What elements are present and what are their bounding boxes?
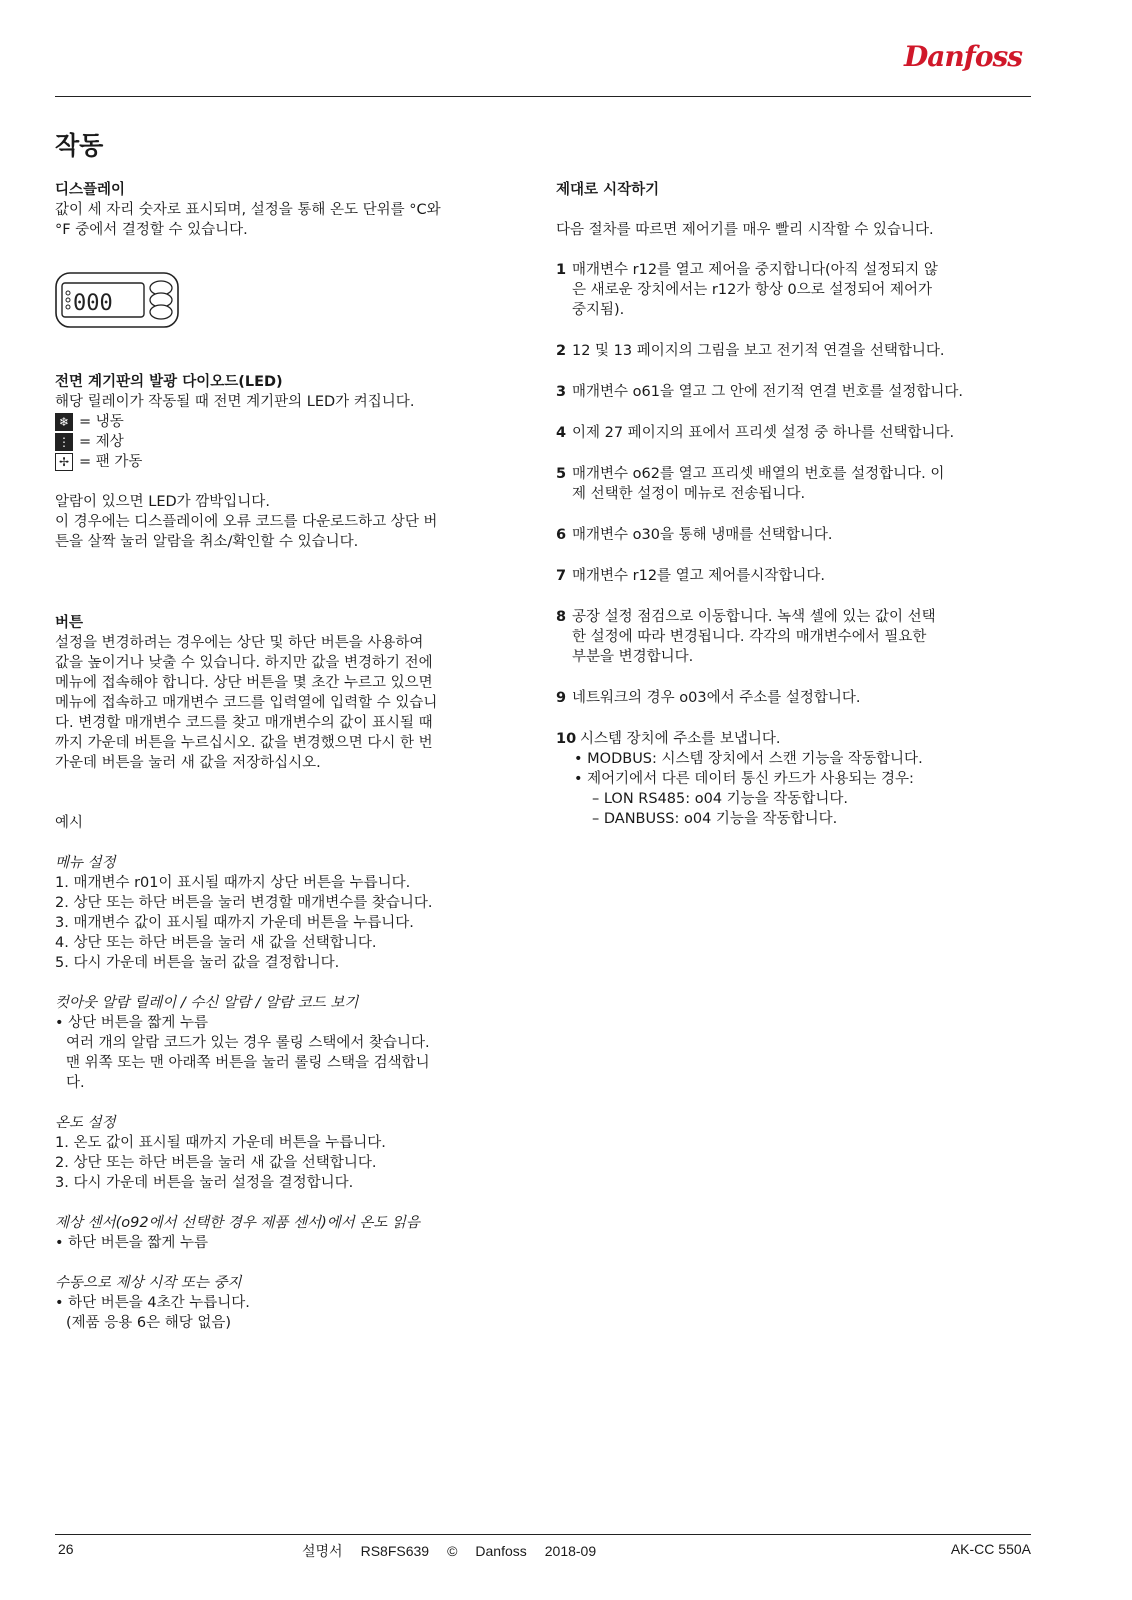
alarm-view-title: 컷아웃 알람 릴레이 / 수신 알람 / 알람 코드 보기 bbox=[55, 995, 359, 1011]
led-text: 해당 릴레이가 작동될 때 전면 계기판의 LED가 켜집니다. bbox=[55, 394, 415, 410]
step-item bbox=[556, 341, 1031, 361]
step-text: 시스템 장치에 주소를 보냅니다. bbox=[580, 731, 781, 747]
step-item bbox=[556, 382, 1031, 402]
step-number: 10 bbox=[556, 731, 577, 747]
buttons-heading: 버튼 bbox=[55, 615, 84, 631]
danfoss-logo: Danfoss bbox=[904, 40, 1023, 73]
buttons-text: 설정을 변경하려는 경우에는 상단 및 하단 버튼을 사용하여 값을 높이거나 낮출 수 있습니다. 하지만 값을 변경하기 전에 메뉴에 접속해야 합니다. 상단 버튼을 몇 초간 누르고 있으면 메뉴에 접속하고 매개변수 코드를 입력열에 입력할 수 있습니 다. 변경할 매개변수 코드를 찾고 매개변수의 값이 표시될 때 까지 가운데 버튼을 누르십시오. 값을 변경했으면 다시 한 번 가운데 버튼을 눌러 새 값을 저장하십시오. bbox=[55, 635, 438, 771]
sensor-reading-bullet: • 하단 버튼을 짧게 누름 bbox=[55, 1235, 209, 1251]
alarm-view-bullet: • 상단 버튼을 짧게 누름 bbox=[55, 1015, 209, 1031]
led-item-defrost bbox=[55, 432, 525, 452]
step-text: 12 및 13 페이지의 그림을 보고 전기적 연결을 선택합니다. bbox=[572, 343, 945, 359]
manual-defrost-title: 수동으로 제상 시작 또는 중지 bbox=[55, 1275, 242, 1291]
sensor-reading-title: 제상 센서(o92에서 선택한 경우 제품 센서)에서 온도 읽음 bbox=[55, 1215, 421, 1231]
right-column bbox=[556, 180, 1031, 829]
step-number: 6 bbox=[556, 527, 567, 543]
manual-defrost-bullet: • 하단 버튼을 4초간 누릅니다. bbox=[55, 1295, 250, 1311]
step-text: 매개변수 r12를 열고 제어를시작합니다. bbox=[572, 568, 825, 584]
alarm-view-text: 여러 개의 알람 코드가 있는 경우 롤링 스택에서 찾습니다. 맨 위쪽 또는 맨 아래쪽 버튼을 눌러 롤링 스택을 검색합니 다. bbox=[66, 1035, 430, 1091]
step-subbullet: – LON RS485: o04 기능을 작동합니다. bbox=[592, 791, 848, 807]
step-text: 이제 27 페이지의 표에서 프리셋 설정 중 하나를 선택합니다. bbox=[572, 425, 955, 441]
model-name: AK-CC 550A bbox=[950, 1541, 1031, 1557]
step-subbullet: – DANBUSS: o04 기능을 작동합니다. bbox=[592, 811, 838, 827]
quickstart-intro: 다음 절차를 따르면 제어기를 매우 빨리 시작할 수 있습니다. bbox=[556, 222, 934, 238]
lower-button-icon bbox=[150, 305, 172, 319]
display-readout: 000 bbox=[73, 291, 113, 316]
step-number: 7 bbox=[556, 568, 567, 584]
step-text: 매개변수 o30을 통해 냉매를 선택합니다. bbox=[572, 527, 833, 543]
fan-snowflake-icon: ❄ bbox=[55, 413, 73, 431]
temp-setting-title: 온도 설정 bbox=[55, 1115, 116, 1131]
company-name: Danfoss bbox=[475, 1543, 527, 1559]
fan-icon: ✢ bbox=[55, 453, 73, 471]
led-item-label: = 냉동 bbox=[79, 414, 124, 430]
header-divider bbox=[55, 96, 1031, 97]
led-heading: 전면 계기판의 발광 다이오드(LED) bbox=[55, 374, 283, 390]
doc-date: 2018-09 bbox=[544, 1543, 597, 1559]
step-number: 1 bbox=[556, 262, 567, 278]
manual-defrost-note: (제품 응용 6은 해당 없음) bbox=[66, 1315, 232, 1331]
example-label: 예시 bbox=[55, 815, 84, 831]
doc-type: 설명서 bbox=[302, 1543, 343, 1559]
step-item bbox=[556, 607, 1031, 667]
step-item bbox=[556, 566, 1031, 586]
temp-setting-steps: 1. 온도 값이 표시될 때까지 가운데 버튼을 누릅니다. 2. 상단 또는 하단 버튼을 눌러 새 값을 선택합니다. 3. 다시 가운데 버튼을 눌러 설정을 결정합니다. bbox=[55, 1135, 386, 1191]
led-item-label: = 팬 가동 bbox=[79, 454, 143, 470]
led-alarm-text: 알람이 있으면 LED가 깜박입니다. 이 경우에는 디스플레이에 오류 코드를 다운로드하고 상단 버 튼을 살짝 눌러 알람을 취소/확인할 수 있습니다. bbox=[55, 494, 438, 550]
step-item bbox=[556, 464, 1031, 504]
step-item bbox=[556, 260, 1031, 320]
step-text: 공장 설정 점검으로 이동합니다. 녹색 셀에 있는 값이 선택 한 설정에 따라 변경됩니다. 각각의 매개변수에서 필요한 부분을 변경합니다. bbox=[572, 609, 936, 665]
footer-divider bbox=[55, 1534, 1031, 1535]
step-item bbox=[556, 525, 1031, 545]
page-footer bbox=[55, 1541, 1031, 1561]
display-unit-figure bbox=[55, 272, 179, 328]
step-text: 매개변수 o61을 열고 그 안에 전기적 연결 번호를 설정합니다. bbox=[572, 384, 963, 400]
led-item-fan bbox=[55, 452, 525, 472]
doc-code: RS8FS639 bbox=[360, 1543, 430, 1559]
display-heading: 디스플레이 bbox=[55, 182, 126, 198]
page-title: 작동 bbox=[55, 131, 104, 160]
step-number: 8 bbox=[556, 609, 567, 625]
menu-setting-title: 메뉴 설정 bbox=[55, 855, 116, 871]
menu-setting-steps: 1. 매개변수 r01이 표시될 때까지 상단 버튼을 누릅니다. 2. 상단 또는 하단 버튼을 눌러 변경할 매개변수를 찾습니다. 3. 매개변수 값이 표시될 때까지 가운데 버튼을 누릅니다. 4. 상단 또는 하단 버튼을 눌러 새 값을 선택합니다. 5. 다시 가운데 버튼을 눌러 값을 결정합니다. bbox=[55, 875, 433, 971]
left-column bbox=[55, 180, 525, 1333]
display-text: 값이 세 자리 숫자로 표시되며, 설정을 통해 온도 단위를 °C와 °F 중에서 결정할 수 있습니다. bbox=[55, 202, 441, 238]
led-item-label: = 제상 bbox=[79, 434, 124, 450]
copyright-symbol: © bbox=[447, 1543, 458, 1559]
footer-doc-info bbox=[302, 1541, 614, 1561]
led-item-cooling bbox=[55, 412, 525, 432]
step-number: 2 bbox=[556, 343, 567, 359]
step-number: 3 bbox=[556, 384, 567, 400]
page-number: 26 bbox=[58, 1541, 74, 1557]
quickstart-heading: 제대로 시작하기 bbox=[556, 182, 660, 198]
step-number: 4 bbox=[556, 425, 567, 441]
step-item bbox=[556, 423, 1031, 443]
step-number: 5 bbox=[556, 466, 567, 482]
step-bullet: • 제어기에서 다른 데이터 통신 카드가 사용되는 경우: bbox=[574, 771, 914, 787]
step-item bbox=[556, 688, 1031, 708]
step-text: 네트워크의 경우 o03에서 주소를 설정합니다. bbox=[572, 690, 861, 706]
step-number: 9 bbox=[556, 690, 567, 706]
step-text: 매개변수 o62를 열고 프리셋 배열의 번호를 설정합니다. 이 제 선택한 설정이 메뉴로 전송됩니다. bbox=[572, 466, 945, 502]
step-item bbox=[556, 729, 1031, 749]
step-text: 매개변수 r12를 열고 제어을 중지합니다(아직 설정되지 않 은 새로운 장치에서는 r12가 항상 0으로 설정되어 제어가 중지됨). bbox=[572, 262, 938, 318]
step-bullet: • MODBUS: 시스템 장치에서 스캔 기능을 작동합니다. bbox=[574, 751, 923, 767]
defrost-icon: ⋮ bbox=[55, 433, 73, 451]
